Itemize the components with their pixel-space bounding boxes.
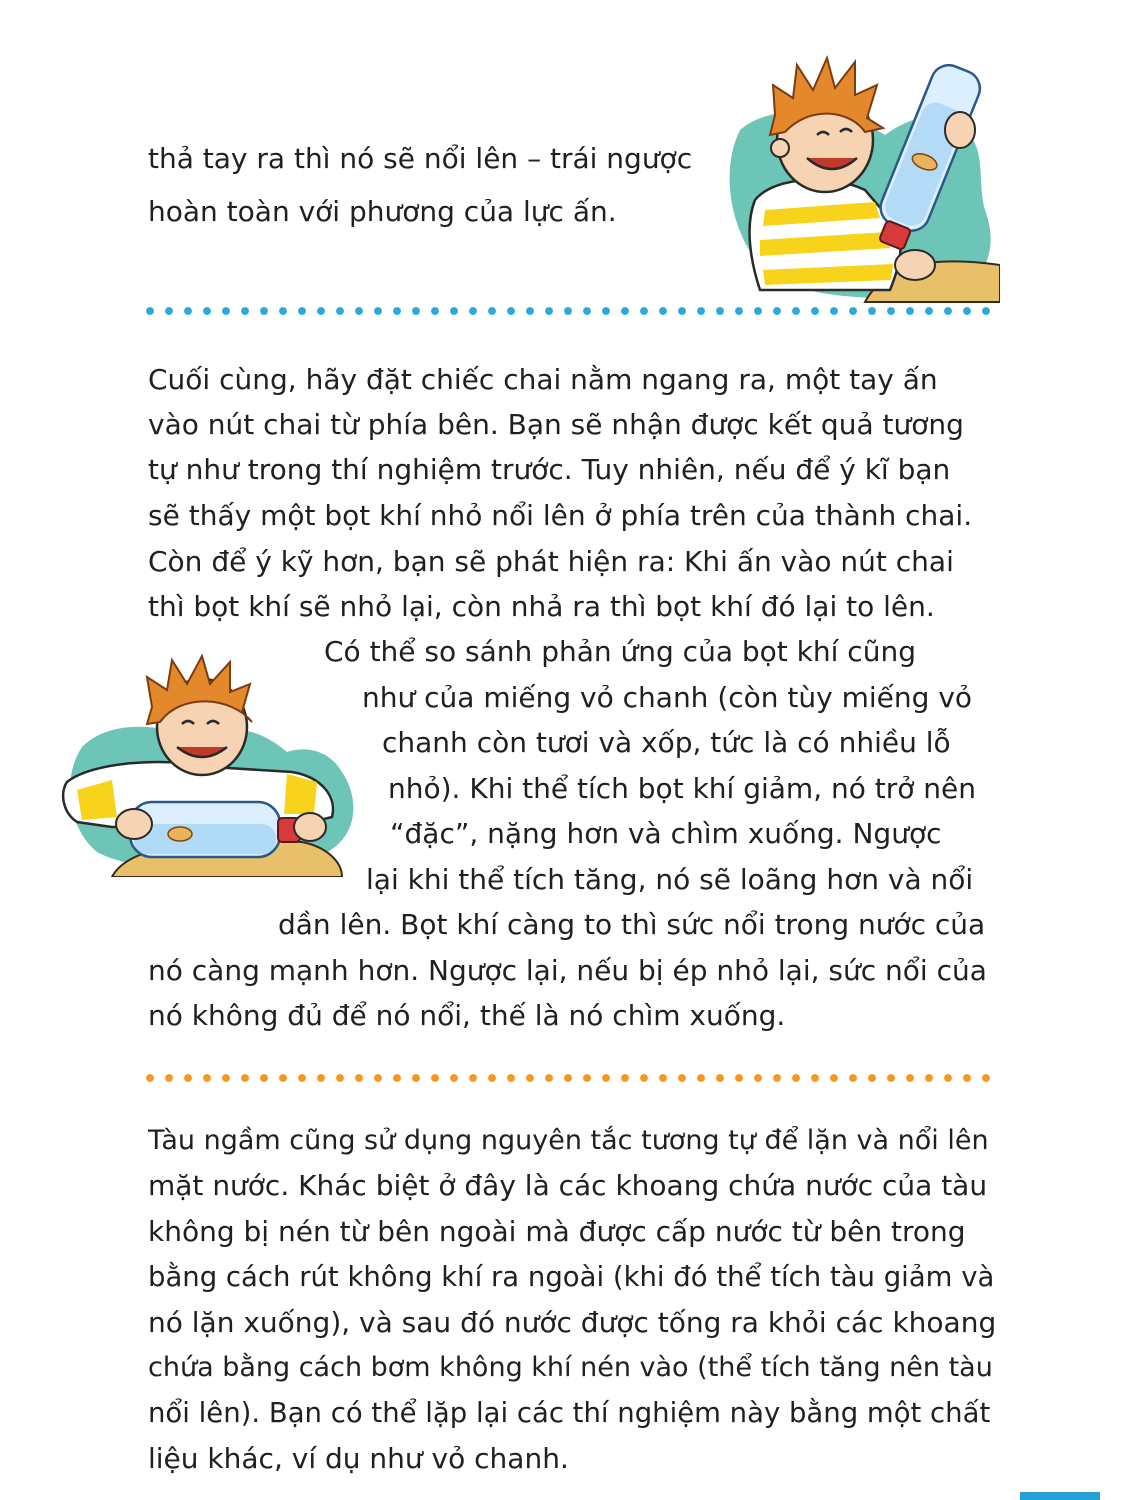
- text-line: nó lặn xuống), và sau đó nước được tống ra khỏi các khoang: [148, 1306, 997, 1339]
- text-line: hoàn toàn với phương của lực ấn.: [148, 195, 617, 228]
- blue-dotted-divider: [146, 307, 996, 315]
- text-line: nổi lên). Bạn có thể lặp lại các thí nghiệm này bằng một chất: [148, 1397, 991, 1429]
- text-line: sẽ thấy một bọt khí nhỏ nổi lên ở phía trên của thành chai.: [148, 499, 973, 532]
- text-line: không bị nén từ bên ngoài mà được cấp nước từ bên trong: [148, 1215, 966, 1248]
- text-line: thì bọt khí sẽ nhỏ lại, còn nhả ra thì bọt khí đó lại to lên.: [148, 590, 935, 623]
- boy-holding-bottle-sideways-icon: [52, 652, 362, 877]
- page-corner-bar: [1020, 1492, 1100, 1500]
- text-line: nó không đủ để nó nổi, thế là nó chìm xuống.: [148, 999, 786, 1032]
- text-line: chanh còn tươi và xốp, tức là có nhiều lỗ: [382, 726, 951, 759]
- text-line: tự như trong thí nghiệm trước. Tuy nhiên, nếu để ý kĩ bạn: [148, 453, 951, 486]
- text-line: mặt nước. Khác biệt ở đây là các khoang chứa nước của tàu: [148, 1169, 988, 1202]
- text-line: nó càng mạnh hơn. Ngược lại, nếu bị ép nhỏ lại, sức nổi của: [148, 954, 987, 987]
- text-line: Cuối cùng, hãy đặt chiếc chai nằm ngang ra, một tay ấn: [148, 363, 938, 396]
- text-line: thả tay ra thì nó sẽ nổi lên – trái ngược: [148, 142, 693, 175]
- text-line: liệu khác, ví dụ như vỏ chanh.: [148, 1442, 569, 1475]
- text-line: nhỏ). Khi thể tích bọt khí giảm, nó trở nên: [388, 772, 977, 805]
- text-line: chứa bằng cách bơm không khí nén vào (thể tích tăng nên tàu: [148, 1352, 993, 1383]
- text-line: “đặc”, nặng hơn và chìm xuống. Ngược: [390, 817, 942, 850]
- text-line: Tàu ngầm cũng sử dụng nguyên tắc tương tự để lặn và nổi lên: [148, 1125, 989, 1156]
- text-line: Còn để ý kỹ hơn, bạn sẽ phát hiện ra: Khi ấn vào nút chai: [148, 545, 954, 578]
- text-line: dần lên. Bọt khí càng to thì sức nổi trong nước của: [278, 908, 986, 941]
- text-line: Có thể so sánh phản ứng của bọt khí cũng: [324, 635, 916, 668]
- text-line: như của miếng vỏ chanh (còn tùy miếng vỏ: [362, 681, 973, 714]
- text-line: bằng cách rút không khí ra ngoài (khi đó thể tích tàu giảm và: [148, 1261, 995, 1293]
- boy-holding-bottle-upright-icon: [715, 40, 1000, 305]
- text-line: lại khi thể tích tăng, nó sẽ loãng hơn và nổi: [366, 863, 974, 896]
- text-line: vào nút chai từ phía bên. Bạn sẽ nhận được kết quả tương: [148, 408, 964, 441]
- orange-dotted-divider: [146, 1074, 996, 1082]
